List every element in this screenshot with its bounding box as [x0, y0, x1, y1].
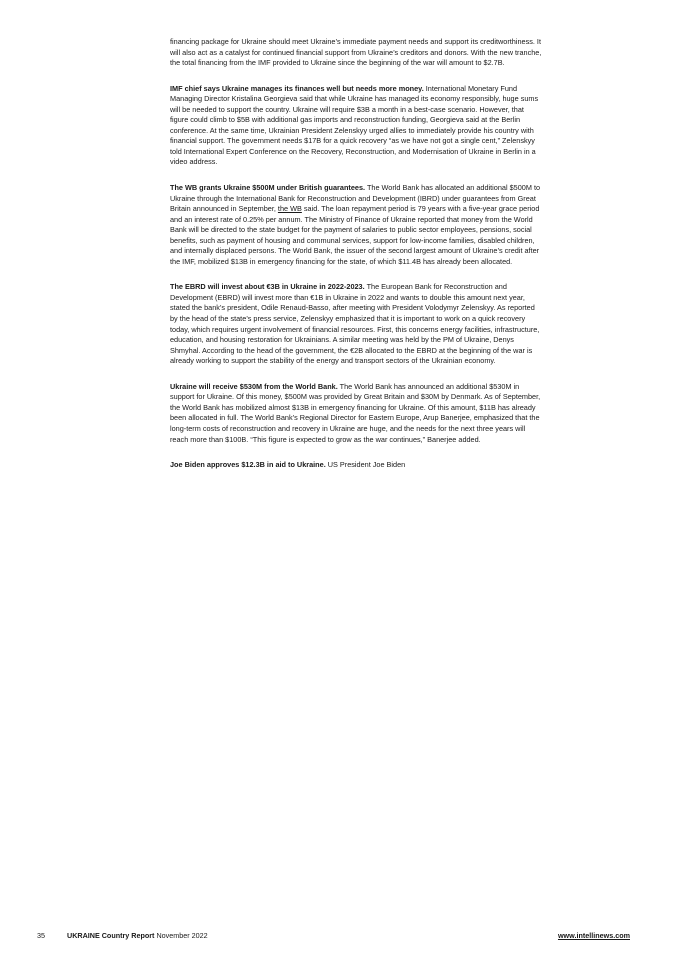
world-bank-link[interactable]: the WB [277, 204, 302, 214]
section-body: The World Bank has announced an additional $530M in support for Ukraine. Of this money, $500M was provided by Great Britain and $30M by Denmark. As of September, the World Bank has mobilized almost $13B in emergency financing for Ukraine. Of this amount, $11B has already been allocated in full. The World Bank’s Regional Director for Eastern Europe, Arup Banerjee, emphasized that the long-term costs of reconstruction and recovery in Ukraine are huge, and the needs for the next three years will reach more than $100B. “This figure is expected to grow as the war continues,” Banerjee added. [170, 381, 541, 444]
section-heading: IMF chief says Ukraine manages its finances well but needs more money. [170, 83, 424, 93]
section-heading: The EBRD will invest about €3B in Ukraine in 2022-2023. [170, 282, 365, 292]
section-ukraine-530m [170, 382, 542, 445]
report-date: November 2022 [156, 931, 208, 940]
section-ebrd-invest [170, 282, 542, 366]
section-body: The World Bank has allocated an additional $500M to Ukraine through the International Bank for Reconstruction and Development (IBRD) under guarantees from Great Britain announced in September, [170, 183, 541, 214]
report-title-text: UKRAINE Country Report [67, 931, 155, 940]
section-heading: Joe Biden approves $12.3B in aid to Ukraine. [170, 460, 326, 470]
page-footer [37, 929, 630, 943]
section-body: said. The loan repayment period is 79 years with a five-year grace period and an interest rate of 0.25% per annum. The Ministry of Finance of Ukraine reported that money from the World Bank will be directed to the state budget for the payment of salaries to public sector employees, pensions, social benefits, such as payment of housing and communal services, support for low-income families, disabled children, and internally displaced persons. The World Bank, the issuer of the second largest amount of Ukraine’s credit after the IMF, mobilized $13B in emergency financing for the state, of which $11.4B has already been allocated. [170, 204, 540, 266]
page-number: 35 [37, 931, 45, 940]
section-body: International Monetary Fund Managing Director Kristalina Georgieva said that while Ukraine has managed its economy responsibly, huge sums will be needed to support the country. Ukraine will require $3B a month in a best-case scenario. However, that figure could climb to $5B with additional gas imports and reconstruction funding, Georgieva said at the Berlin conference. At the same time, Ukrainian President Zelenskyy urged allies to immediately provide his country with financial support. The government needs $17B for a quick recovery “as we have not got a single cent,” Zelenskyy told International Expert Conference on the Recovery, Reconstruction, and Modernisation of Ukraine in Berlin in a video address. [170, 83, 539, 167]
section-body: The European Bank for Reconstruction and Development (EBRD) will invest more than €1B in Ukraine in 2022 and wants to double this amount next year, stated the bank’s president, Odile Renaud-Basso, after meeting with President Volodymyr Zelenskyy. As reported by the head of the state’s press service, Zelenskyy emphasized that it is important to work on a quick recovery today, which requires urgent involvement of financial resources. First, this concerns energy facilities, infrastructure, education, and housing restoration for Ukrainians. A similar meeting was held by the PM of Ukraine, Denys Shmyhal. According to the head of the government, the €2B allocated to the EBRD at the beginning of the war is already working to support the stability of the energy and transport sectors of the Ukrainian economy. [170, 282, 540, 366]
article-column [170, 37, 542, 486]
section-biden-aid [170, 460, 542, 471]
section-heading: The WB grants Ukraine $500M under British guarantees. [170, 183, 366, 193]
section-heading: Ukraine will receive $530M from the World Bank. [170, 381, 338, 391]
section-body: US President Joe Biden [327, 460, 406, 470]
section-imf-chief [170, 84, 542, 168]
intro-text: financing package for Ukraine should meet Ukraine’s immediate payment needs and support its creditworthiness. It will also act as a catalyst for continued financial support from Ukraine’s creditors and donors. With the new tranche, the total financing from the IMF provided to Ukraine since the beginning of the war will amount to $2.7B. [170, 37, 542, 68]
report-title [67, 929, 208, 943]
intro-paragraph [170, 37, 542, 69]
website-link[interactable]: www.intellinews.com [557, 931, 630, 940]
section-wb-grants [170, 183, 542, 267]
